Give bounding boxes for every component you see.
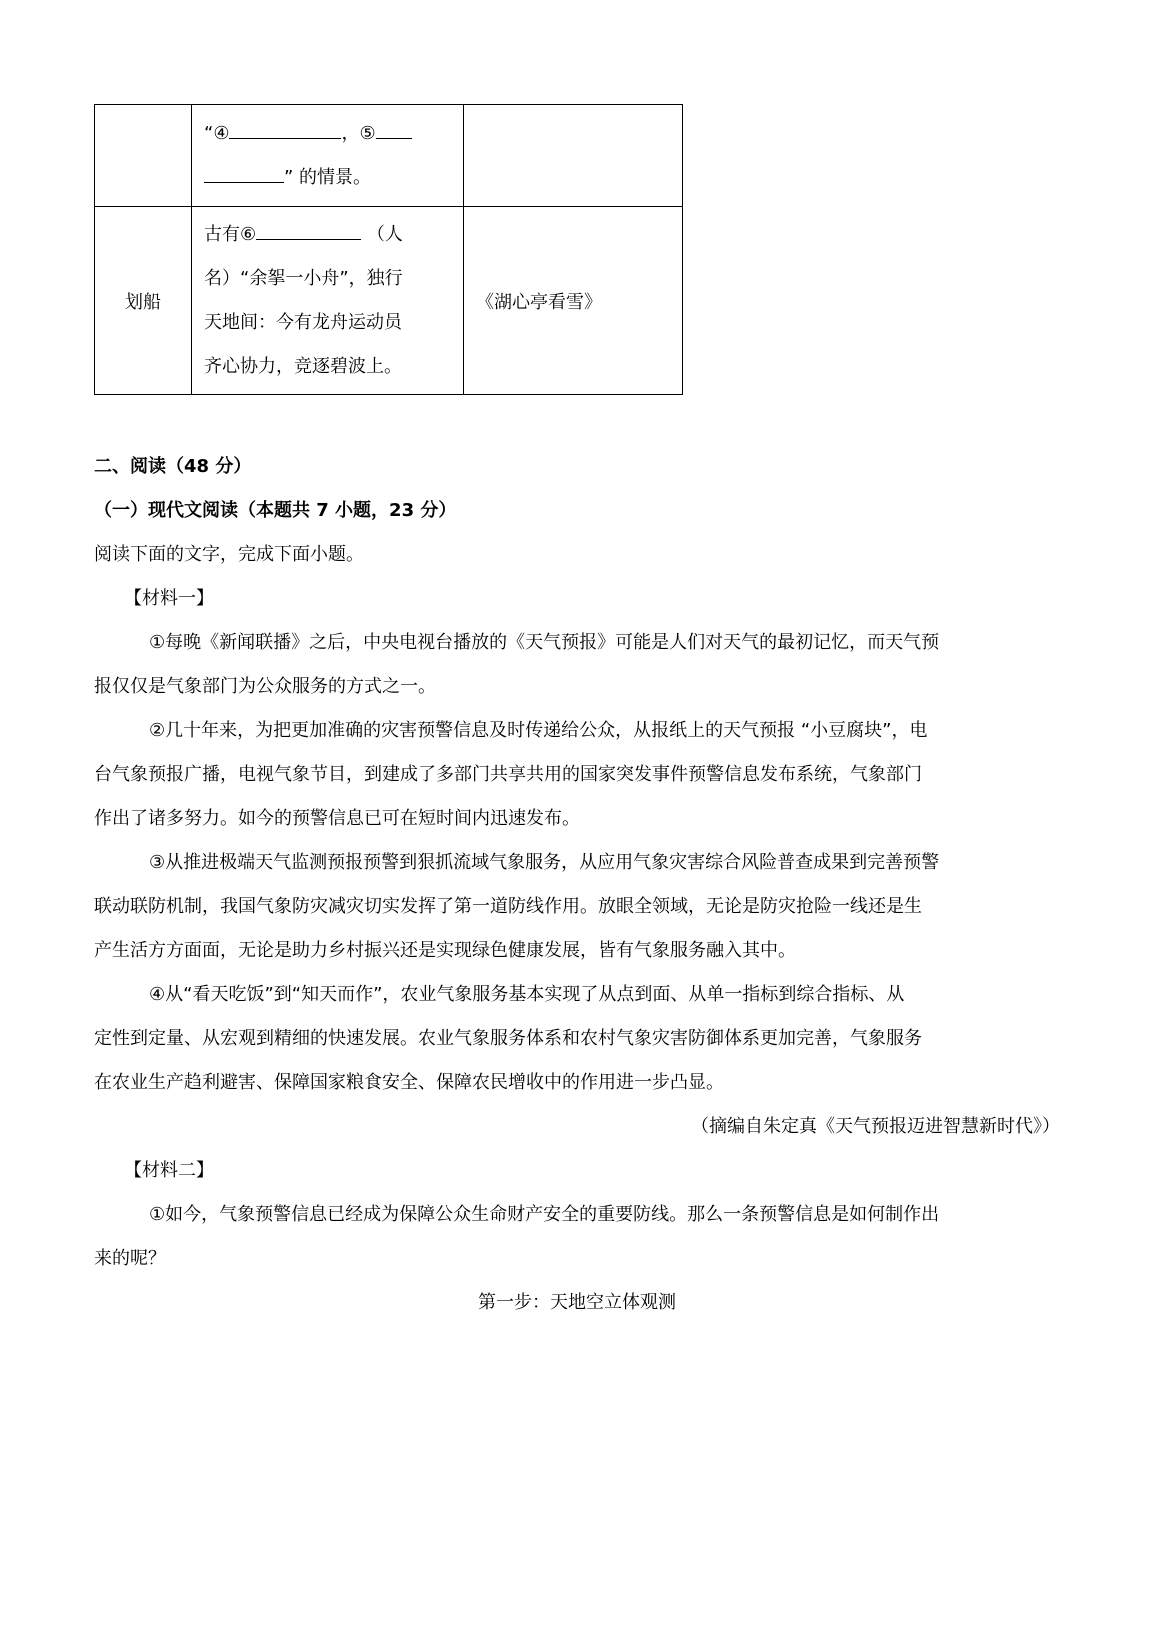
paragraph-line: ②几十年来，为把更加准确的灾害预警信息及时传递给公众，从报纸上的天气预报 “小豆腐块”，电 [149,720,928,741]
table-cell-description [192,207,464,395]
instruction: 阅读下面的文字，完成下面小题。 [94,544,364,565]
section-subtitle: （一）现代文阅读（本题共 7 小题，23 分） [94,500,457,521]
paragraph-line: 来的呢？ [94,1248,166,1269]
cell-text: ” 的情景。 [284,166,372,188]
answer-blank-5a[interactable] [376,120,412,139]
paragraph-line: 联动联防机制，我国气象防灾减灾切实发挥了第一道防线作用。放眼全领域，无论是防灾抢险一线还是生 [94,896,922,917]
paragraph-line: 报仅仅是气象部门为公众服务的方式之一。 [94,676,436,697]
paragraph-line: 在农业生产趋利避害、保障国家粮食安全、保障农民增收中的作用进一步凸显。 [94,1072,724,1093]
table-row [95,207,683,395]
table-cell-source: 《湖心亭看雪》 [464,207,683,395]
table-cell-fill-blank [192,105,464,207]
section-title: 二、阅读（48 分） [94,456,252,477]
paragraph-line: 作出了诸多努力。如今的预警信息已可在短时间内迅速发布。 [94,808,580,829]
paragraph-line: ④从“看天吃饭”到“知天而作”，农业气象服务基本实现了从点到面、从单一指标到综合指标、从 [149,984,905,1005]
material1-label: 【材料一】 [124,588,214,609]
paragraph-line: ①每晚《新闻联播》之后，中央电视台播放的《天气预报》可能是人们对天气的最初记忆，而天气预 [149,632,940,653]
cell-text: 天地间：今有龙舟运动员 [204,311,402,333]
cell-text: ，⑤ [341,122,376,144]
step-heading: 第一步：天地空立体观测 [478,1292,676,1313]
material2-label: 【材料二】 [124,1160,214,1181]
table-row [95,105,683,207]
cell-text: （人 [366,223,403,245]
paragraph-line: ③从推进极端天气监测预报预警到狠抓流域气象服务，从应用气象灾害综合风险普查成果到完善预警 [149,852,940,873]
paragraph-line: 定性到定量、从宏观到精细的快速发展。农业气象服务体系和农村气象灾害防御体系更加完善，气象服务 [94,1028,922,1049]
paragraph-line: ①如今，气象预警信息已经成为保障公众生命财产安全的重要防线。那么一条预警信息是如何制作出 [149,1204,940,1225]
table-cell-empty [464,105,683,207]
paragraph-line: 产生活方方面面，无论是助力乡村振兴还是实现绿色健康发展，皆有气象服务融入其中。 [94,940,796,961]
material1-source: （摘编自朱定真《天气预报迈进智慧新时代》） [691,1116,1060,1137]
cell-text: 齐心协力，竞逐碧波上。 [204,355,402,377]
table-cell-empty [95,105,192,207]
cell-text: “④ [204,122,230,144]
answer-blank-4[interactable] [229,120,341,139]
answer-blank-6[interactable] [256,221,361,240]
paragraph-line: 台气象预报广播，电视气象节目，到建成了多部门共享共用的国家突发事件预警信息发布系统，气象部门 [94,764,922,785]
cell-text: 名）“余挐一小舟”，独行 [204,267,403,289]
answer-blank-5b[interactable] [204,164,284,183]
table-cell-activity: 划船 [95,207,192,395]
answer-table [94,104,683,395]
cell-text: 古有⑥ [204,223,257,245]
